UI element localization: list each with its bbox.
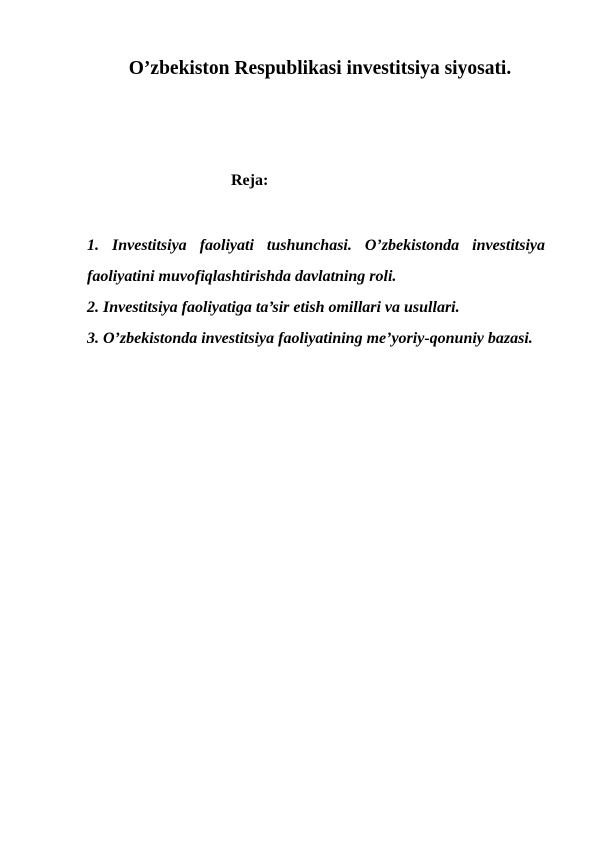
plan-heading: Reja: — [231, 172, 269, 189]
plan-list — [87, 230, 545, 354]
document-title: O’zbekiston Respublikasi investitsiya siyosati. — [128, 58, 512, 79]
plan-item-1: 1. Investitsiya faoliyati tushunchasi. O’zbekistonda investitsiya faoliyatini muvofiqlashtirishda davlatning roli. — [87, 237, 545, 285]
plan-item-2: 2. Investitsiya faoliyatiga ta’sir etish omillari va usullari. — [87, 299, 460, 316]
plan-item-3: 3. O’zbekistonda investitsiya faoliyatining me’yoriy-qonuniy bazasi. — [87, 330, 533, 347]
